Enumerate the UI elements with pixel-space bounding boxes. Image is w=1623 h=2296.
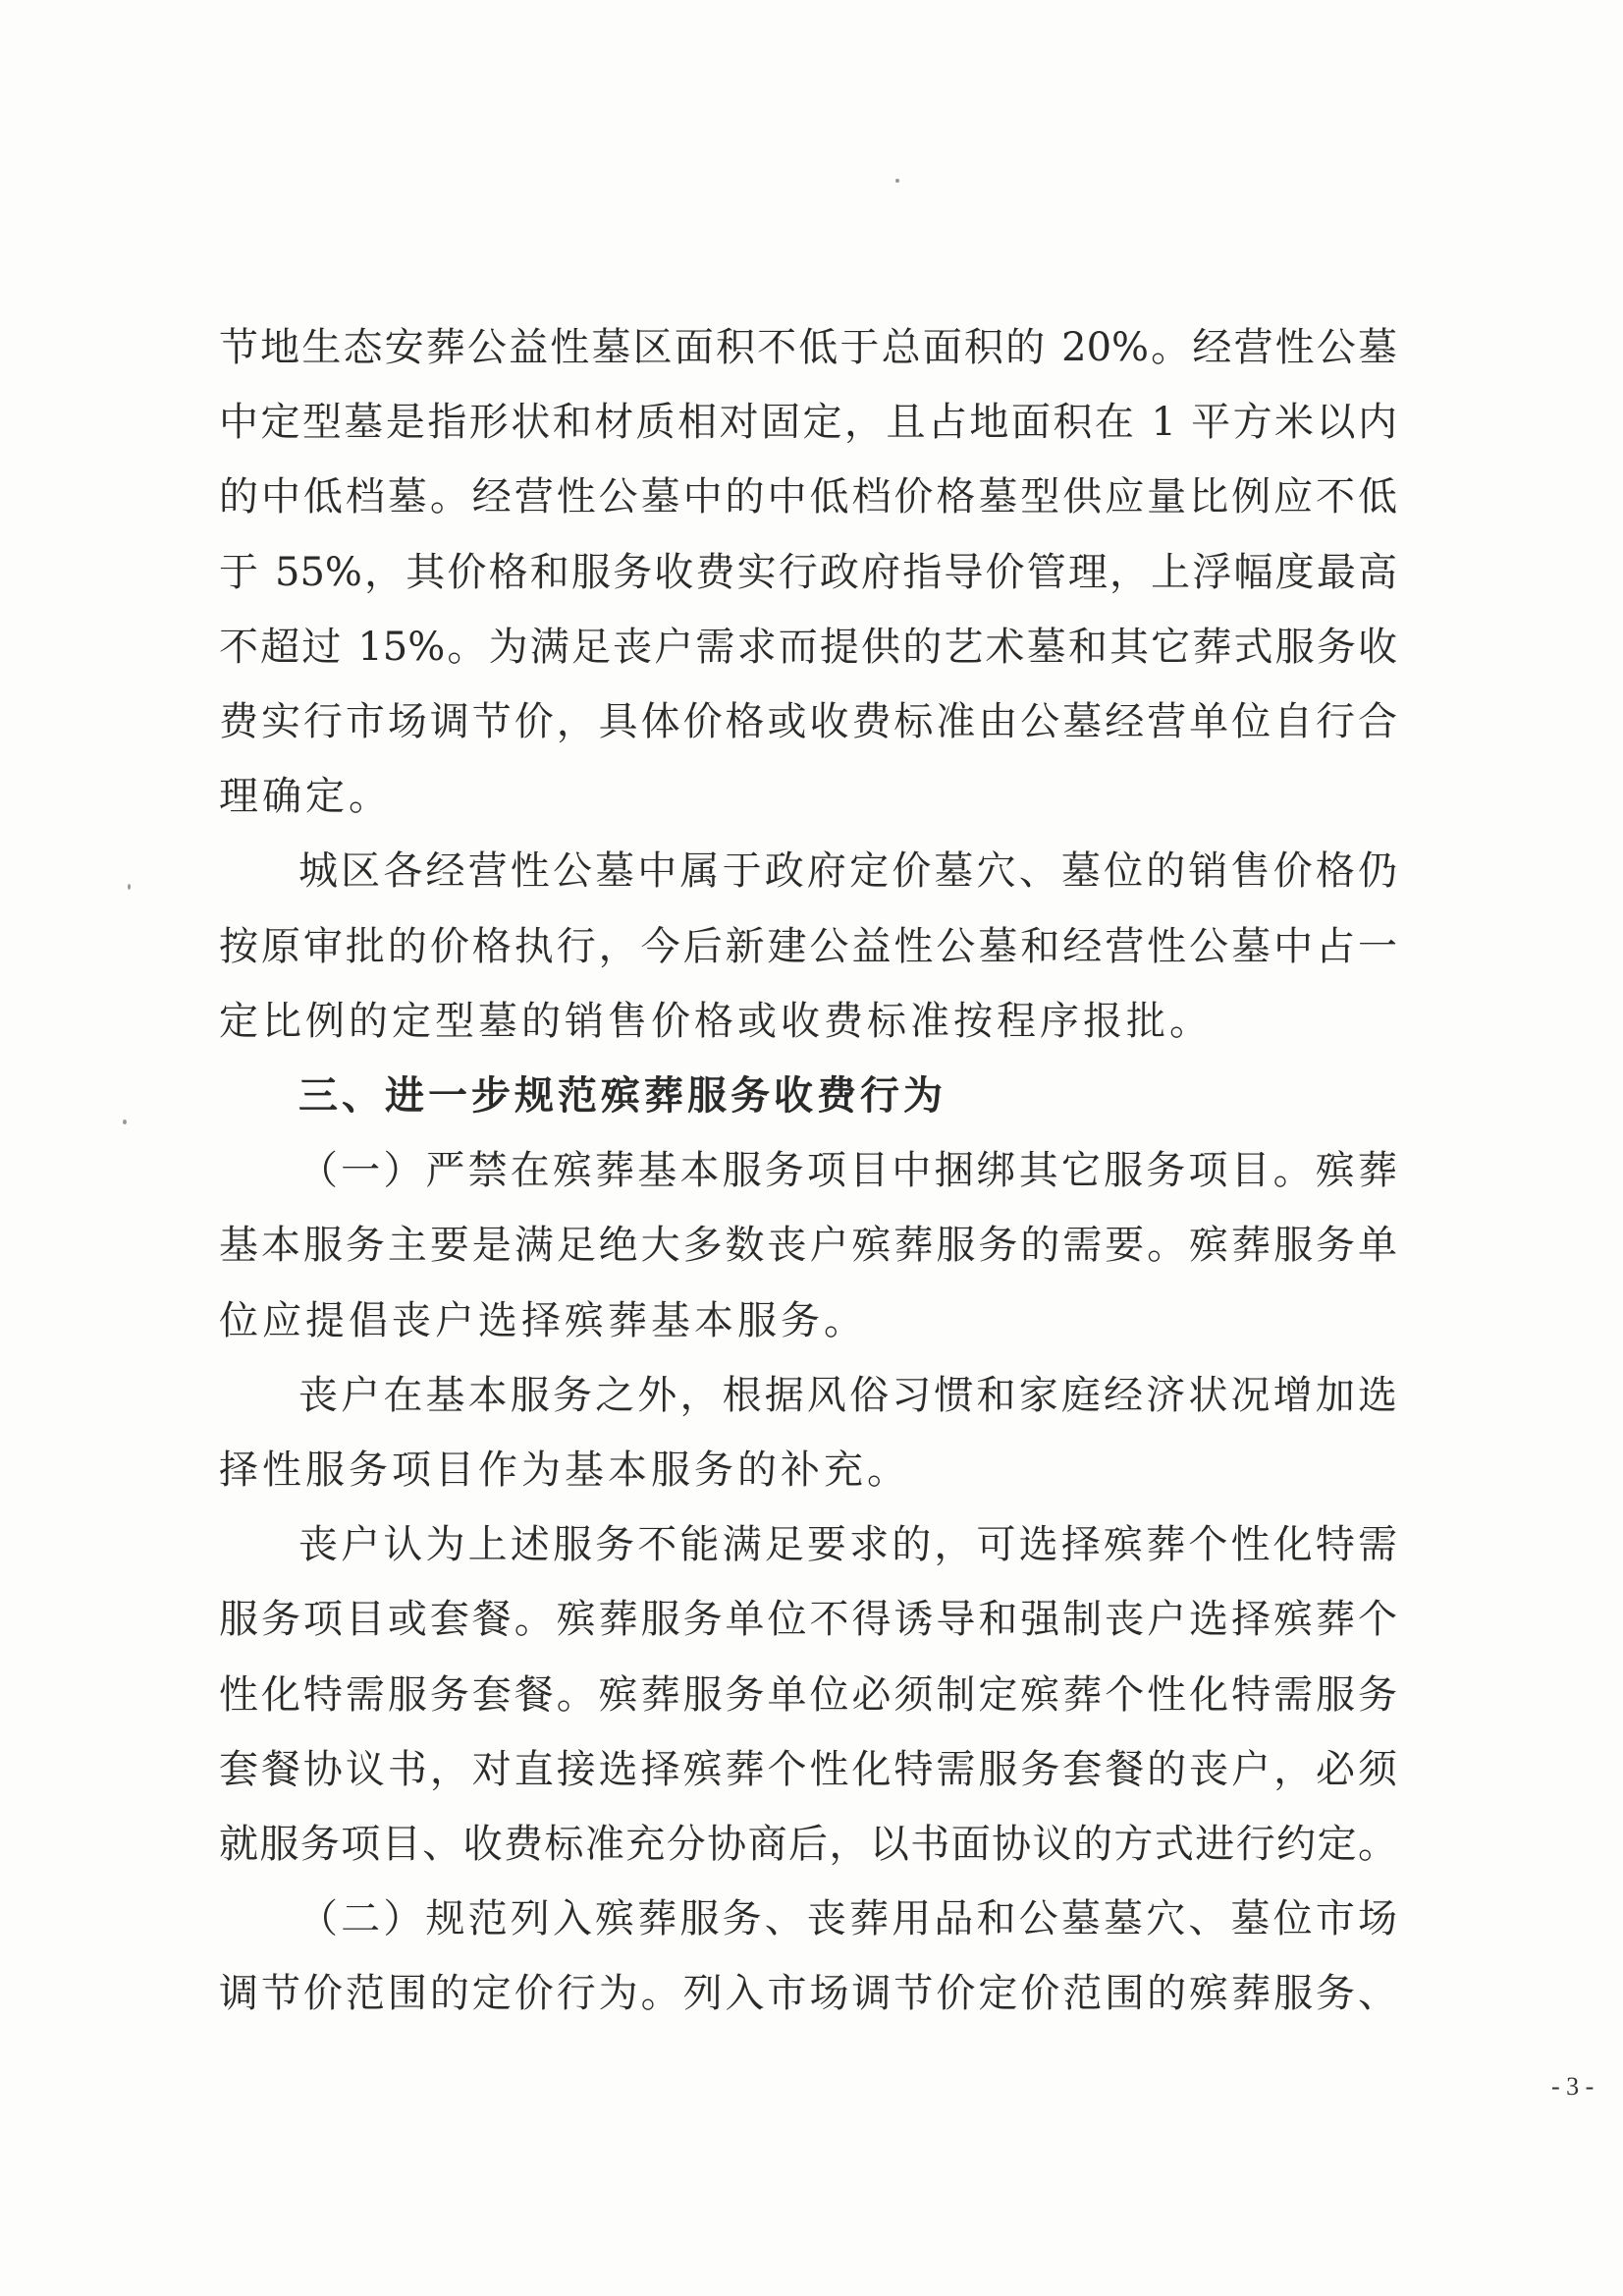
page-number: - 3 -: [1551, 2072, 1595, 2101]
text-line: （二）规范列入殡葬服务、丧葬用品和公墓墓穴、墓位市场: [298, 1896, 1397, 1942]
text-line: 服务项目或套餐。殡葬服务单位不得诱导和强制丧户选择殡葬个: [219, 1597, 1397, 1643]
scan-speck: [123, 1120, 127, 1124]
text-line: 于 55%，其价格和服务收费实行政府指导价管理，上浮幅度最高: [219, 549, 1397, 595]
section-heading: 三、进一步规范殡葬服务收费行为: [298, 1073, 947, 1119]
text-line: 丧户认为上述服务不能满足要求的，可选择殡葬个性化特需: [298, 1522, 1397, 1568]
text-line: 城区各经营性公墓中属于政府定价墓穴、墓位的销售价格仍: [298, 848, 1397, 895]
text-line: 按原审批的价格执行，今后新建公益性公墓和经营性公墓中占一: [219, 923, 1397, 969]
text-line: 定比例的定型墓的销售价格或收费标准按程序报批。: [219, 998, 1213, 1044]
text-line: 基本服务主要是满足绝大多数丧户殡葬服务的需要。殡葬服务单: [219, 1223, 1397, 1269]
text-line: 中定型墓是指形状和材质相对固定，且占地面积在 1 平方米以内: [219, 400, 1397, 446]
text-line: 套餐协议书，对直接选择殡葬个性化特需服务套餐的丧户，必须: [219, 1746, 1397, 1792]
text-line: 的中低档墓。经营性公墓中的中低档价格墓型供应量比例应不低: [219, 474, 1397, 520]
text-line: 理确定。: [219, 774, 392, 820]
text-line: 性化特需服务套餐。殡葬服务单位必须制定殡葬个性化特需服务: [219, 1671, 1397, 1718]
text-line: （一）严禁在殡葬基本服务项目中捆绑其它服务项目。殡葬: [298, 1148, 1397, 1194]
scan-speck: [895, 179, 899, 183]
text-line: 费实行市场调节价，具体价格或收费标准由公墓经营单位自行合: [219, 699, 1397, 744]
text-line: 调节价范围的定价行为。列入市场调节价定价范围的殡葬服务、: [219, 1971, 1397, 2017]
text-line: 择性服务项目作为基本服务的补充。: [219, 1448, 910, 1493]
text-line: 位应提倡丧户选择殡葬基本服务。: [219, 1297, 867, 1343]
text-line: 就服务项目、收费标准充分协商后，以书面协议的方式进行约定。: [219, 1822, 1397, 1867]
text-line: 不超过 15%。为满足丧户需求而提供的艺术墓和其它葬式服务收: [219, 624, 1397, 670]
text-line: 节地生态安葬公益性墓区面积不低于总面积的 20%。经营性公墓: [219, 325, 1397, 370]
text-line: 丧户在基本服务之外，根据风俗习惯和家庭经济状况增加选: [298, 1372, 1397, 1418]
scan-speck: [128, 884, 131, 890]
